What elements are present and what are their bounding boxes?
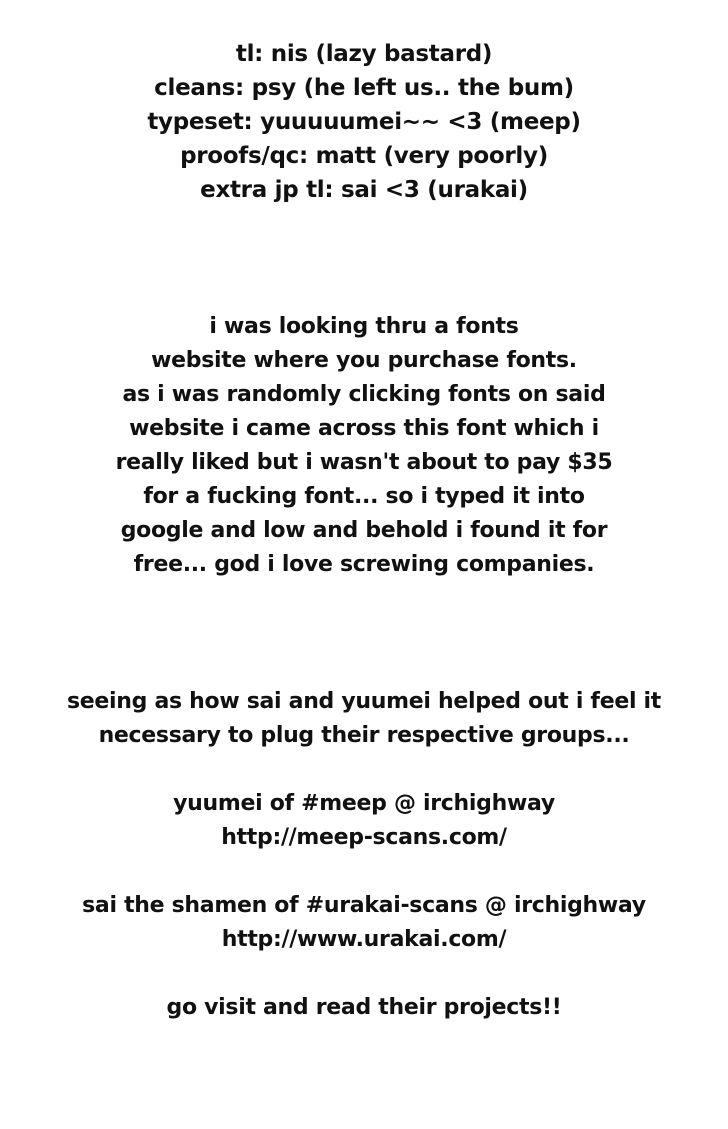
credit-translator: tl: nis (lazy bastard) bbox=[235, 41, 493, 67]
story-line: really liked but i wasn't about to pay $35 bbox=[115, 450, 613, 475]
urakai-url: http://www.urakai.com/ bbox=[221, 927, 507, 952]
credit-proofreader: proofs/qc: matt (very poorly) bbox=[180, 143, 548, 169]
closing-line: go visit and read their projects!! bbox=[166, 995, 562, 1020]
urakai-group-name: sai the shamen of #urakai-scans @ irchighway bbox=[82, 893, 646, 918]
font-story-paragraph bbox=[0, 310, 728, 582]
spacer bbox=[0, 753, 728, 787]
spacer bbox=[0, 957, 728, 991]
credits-block bbox=[0, 37, 728, 207]
plug-intro-line: seeing as how sai and yuumei helped out i feel it bbox=[67, 689, 661, 714]
story-line: google and low and behold i found it for bbox=[120, 518, 608, 543]
meep-group-name: yuumei of #meep @ irchighway bbox=[173, 791, 555, 816]
story-line: website where you purchase fonts. bbox=[151, 348, 577, 373]
credit-typesetter: typeset: yuuuuumei~~ <3 (meep) bbox=[147, 109, 581, 135]
spacer bbox=[0, 855, 728, 889]
credit-extra-translator: extra jp tl: sai <3 (urakai) bbox=[200, 177, 528, 203]
story-line: i was looking thru a fonts bbox=[209, 314, 519, 339]
story-line: for a fucking font... so i typed it into bbox=[143, 484, 585, 509]
story-line: website i came across this font which i bbox=[129, 416, 599, 441]
story-line: as i was randomly clicking fonts on said bbox=[122, 382, 606, 407]
credit-cleaner: cleans: psy (he left us.. the bum) bbox=[154, 75, 574, 101]
meep-url: http://meep-scans.com/ bbox=[221, 825, 507, 850]
plug-intro-line: necessary to plug their respective groups... bbox=[98, 723, 630, 748]
group-plug-section bbox=[0, 685, 728, 1025]
story-line: free... god i love screwing companies. bbox=[133, 552, 595, 577]
